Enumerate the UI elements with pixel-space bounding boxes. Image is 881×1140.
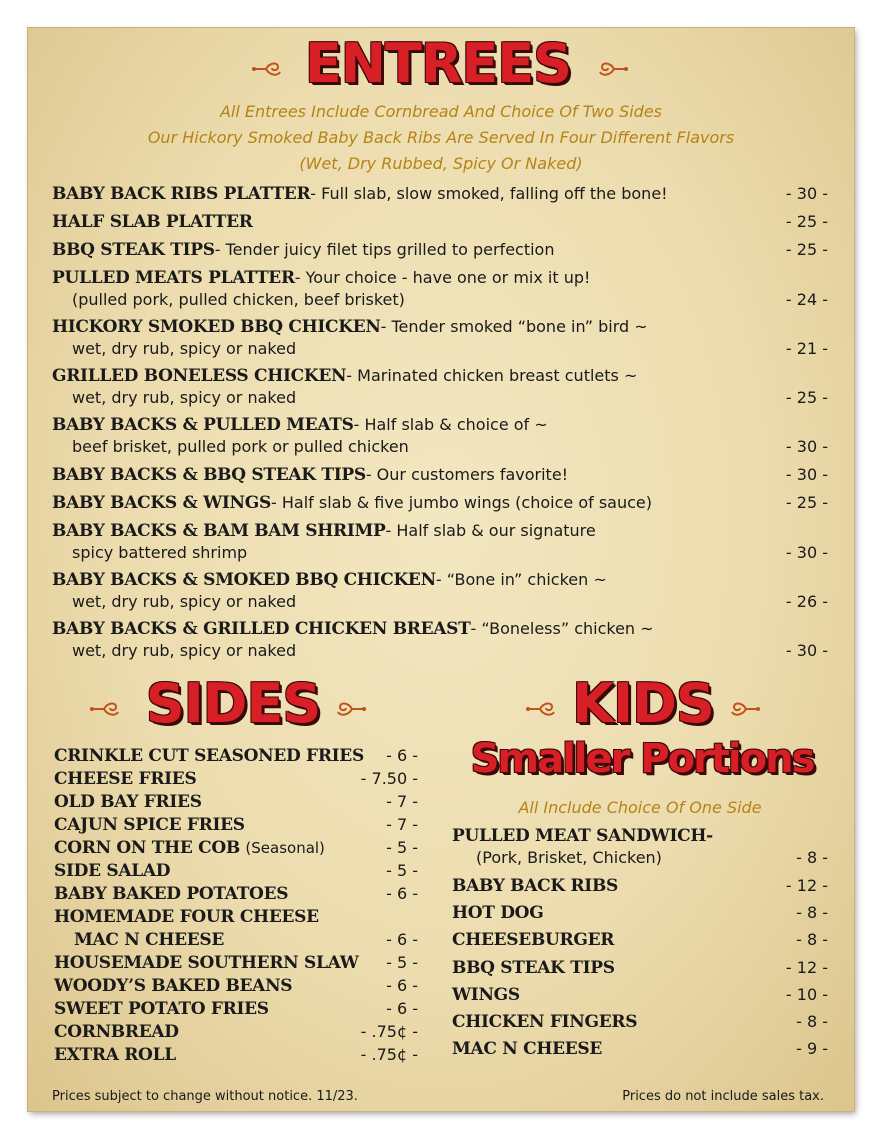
side-price: - 7 - bbox=[386, 792, 418, 811]
kids-item bbox=[452, 903, 828, 923]
kids-item bbox=[452, 876, 828, 896]
kids-note: All Include Choice Of One Side bbox=[518, 798, 762, 817]
side-name: CRINKLE CUT SEASONED FRIES bbox=[54, 746, 364, 766]
entree-name: BABY BACKS & PULLED MEATS bbox=[52, 415, 354, 435]
entree-desc-line2: wet, dry rub, spicy or naked bbox=[72, 388, 297, 407]
kids-name: BBQ STEAK TIPS bbox=[452, 958, 615, 978]
ornament-right-icon bbox=[726, 698, 762, 720]
side-price: - 6 - bbox=[386, 884, 418, 903]
kids-title: KIDS bbox=[572, 672, 714, 735]
side-name: CHEESE FRIES bbox=[54, 769, 197, 789]
side-item bbox=[54, 1022, 418, 1042]
entree-price: - 25 - bbox=[785, 240, 828, 259]
side-price: - 5 - bbox=[386, 838, 418, 857]
kids-price: - 10 - bbox=[785, 985, 828, 1004]
entree-price: - 25 - bbox=[785, 388, 828, 407]
side-price: - 6 - bbox=[386, 930, 418, 949]
side-price: - .75¢ - bbox=[360, 1045, 418, 1064]
kids-item bbox=[452, 958, 828, 978]
entree-desc: - Half slab & five jumbo wings (choice of sauce) bbox=[271, 493, 652, 512]
side-name: EXTRA ROLL bbox=[54, 1045, 176, 1065]
kids-price: - 8 - bbox=[796, 848, 828, 867]
kids-item bbox=[452, 826, 828, 867]
ornament-right-icon bbox=[594, 58, 630, 80]
side-name: SWEET POTATO FRIES bbox=[54, 999, 269, 1019]
side-item bbox=[54, 815, 418, 835]
side-item bbox=[54, 907, 418, 927]
side-item bbox=[54, 953, 418, 973]
entree-name: GRILLED BONELESS CHICKEN bbox=[52, 366, 347, 386]
ornament-left-icon bbox=[250, 58, 286, 80]
entree-desc-line2: wet, dry rub, spicy or naked bbox=[72, 592, 297, 611]
entree-desc-line2: spicy battered shrimp bbox=[72, 543, 248, 562]
side-price: - 5 - bbox=[386, 953, 418, 972]
kids-name: CHEESEBURGER bbox=[452, 930, 615, 950]
entree-name: BABY BACK RIBS PLATTER bbox=[52, 184, 311, 204]
entree-name: BABY BACKS & GRILLED CHICKEN BREAST bbox=[52, 619, 471, 639]
side-item bbox=[54, 930, 418, 950]
entree-name: BBQ STEAK TIPS bbox=[52, 240, 215, 260]
kids-sub: (Pork, Brisket, Chicken) bbox=[476, 848, 662, 867]
entree-item bbox=[52, 240, 828, 260]
entree-price: - 26 - bbox=[785, 592, 828, 611]
side-name: MAC N CHEESE bbox=[74, 930, 225, 950]
side-item bbox=[54, 746, 418, 766]
side-name: BABY BAKED POTATOES bbox=[54, 884, 289, 904]
side-name: SIDE SALAD bbox=[54, 861, 171, 881]
kids-price: - 8 - bbox=[796, 930, 828, 949]
entree-price: - 25 - bbox=[785, 212, 828, 231]
side-price: - 6 - bbox=[386, 746, 418, 765]
side-name: CORN ON THE COB bbox=[54, 838, 240, 858]
entrees-subtitle-2: Our Hickory Smoked Baby Back Ribs Are Served In Four Different Flavors bbox=[147, 128, 735, 147]
entree-price: - 30 - bbox=[785, 437, 828, 456]
kids-name: HOT DOG bbox=[452, 903, 544, 923]
entrees-subtitle-3: (Wet, Dry Rubbed, Spicy Or Naked) bbox=[299, 154, 583, 173]
entree-desc: - Full slab, slow smoked, falling off the bone! bbox=[310, 184, 668, 203]
entree-item bbox=[52, 521, 828, 562]
side-price: - 6 - bbox=[386, 976, 418, 995]
kids-name: CHICKEN FINGERS bbox=[452, 1012, 638, 1032]
entree-name: BABY BACKS & WINGS bbox=[52, 493, 271, 513]
entree-item bbox=[52, 570, 828, 611]
entree-desc-line2: beef brisket, pulled pork or pulled chicken bbox=[72, 437, 409, 456]
entree-item bbox=[52, 268, 828, 309]
side-price: - 7 - bbox=[386, 815, 418, 834]
kids-item bbox=[452, 1012, 828, 1032]
side-name: CORNBREAD bbox=[54, 1022, 179, 1042]
entree-price: - 25 - bbox=[785, 493, 828, 512]
side-name: WOODY’S BAKED BEANS bbox=[54, 976, 293, 996]
entree-name: HALF SLAB PLATTER bbox=[52, 212, 253, 232]
kids-name: PULLED MEAT SANDWICH- bbox=[452, 826, 713, 846]
side-name: OLD BAY FRIES bbox=[54, 792, 202, 812]
ornament-right-icon bbox=[332, 698, 368, 720]
sides-title: SIDES bbox=[145, 672, 321, 735]
side-item bbox=[54, 769, 418, 789]
ornament-left-icon bbox=[524, 698, 560, 720]
entree-desc: - Half slab & choice of ~ bbox=[353, 415, 548, 434]
entree-item bbox=[52, 619, 828, 660]
kids-name: MAC N CHEESE bbox=[452, 1039, 603, 1059]
entree-desc: - “Bone in” chicken ~ bbox=[435, 570, 607, 589]
entree-name: HICKORY SMOKED BBQ CHICKEN bbox=[52, 317, 381, 337]
entree-name: BABY BACKS & SMOKED BBQ CHICKEN bbox=[52, 570, 436, 590]
entree-price: - 30 - bbox=[785, 543, 828, 562]
entree-item bbox=[52, 493, 828, 513]
entree-desc: - Tender juicy filet tips grilled to perfection bbox=[214, 240, 555, 259]
side-item bbox=[54, 1045, 418, 1065]
entree-desc: - “Boneless” chicken ~ bbox=[470, 619, 654, 638]
entrees-subtitle-1: All Entrees Include Cornbread And Choice Of Two Sides bbox=[219, 102, 663, 121]
entree-price: - 21 - bbox=[785, 339, 828, 358]
side-item bbox=[54, 838, 418, 858]
side-item bbox=[54, 861, 418, 881]
entree-desc-line2: wet, dry rub, spicy or naked bbox=[72, 641, 297, 660]
side-note: (Seasonal) bbox=[245, 839, 325, 857]
entree-name: PULLED MEATS PLATTER bbox=[52, 268, 295, 288]
entree-desc: - Tender smoked “bone in” bird ~ bbox=[380, 317, 648, 336]
side-item bbox=[54, 999, 418, 1019]
kids-price: - 8 - bbox=[796, 903, 828, 922]
kids-name: BABY BACK RIBS bbox=[452, 876, 618, 896]
kids-price: - 12 - bbox=[785, 876, 828, 895]
entree-item bbox=[52, 465, 828, 485]
menu-page bbox=[28, 28, 854, 1111]
side-price: - 5 - bbox=[386, 861, 418, 880]
footer-left-note: Prices subject to change without notice. 11/23. bbox=[52, 1089, 358, 1104]
kids-subtitle-heading: Smaller Portions bbox=[470, 736, 814, 782]
side-price: - .75¢ - bbox=[360, 1022, 418, 1041]
entree-name: BABY BACKS & BAM BAM SHRIMP bbox=[52, 521, 386, 541]
entree-desc: - Our customers favorite! bbox=[365, 465, 569, 484]
entree-price: - 30 - bbox=[785, 641, 828, 660]
entree-desc: - Your choice - have one or mix it up! bbox=[294, 268, 591, 287]
footer-right-note: Prices do not include sales tax. bbox=[622, 1089, 824, 1104]
kids-item bbox=[452, 1039, 828, 1059]
side-price: - 6 - bbox=[386, 999, 418, 1018]
entree-desc: - Half slab & our signature bbox=[385, 521, 596, 540]
entree-desc: - Marinated chicken breast cutlets ~ bbox=[346, 366, 638, 385]
kids-price: - 8 - bbox=[796, 1012, 828, 1031]
entree-desc-line2: wet, dry rub, spicy or naked bbox=[72, 339, 297, 358]
side-item bbox=[54, 792, 418, 812]
side-name: CAJUN SPICE FRIES bbox=[54, 815, 245, 835]
side-item bbox=[54, 976, 418, 996]
ornament-left-icon bbox=[88, 698, 124, 720]
side-name: HOMEMADE FOUR CHEESE bbox=[54, 907, 319, 927]
side-price: - 7.50 - bbox=[360, 769, 418, 788]
entree-item bbox=[52, 212, 828, 232]
kids-price: - 9 - bbox=[796, 1039, 828, 1058]
kids-name: WINGS bbox=[452, 985, 520, 1005]
entree-desc-line2: (pulled pork, pulled chicken, beef brisket) bbox=[72, 290, 405, 309]
entree-price: - 30 - bbox=[785, 465, 828, 484]
kids-item bbox=[452, 930, 828, 950]
entree-price: - 24 - bbox=[785, 290, 828, 309]
kids-item bbox=[452, 985, 828, 1005]
entree-price: - 30 - bbox=[785, 184, 828, 203]
entree-item bbox=[52, 317, 828, 358]
entree-item bbox=[52, 366, 828, 407]
side-name: HOUSEMADE SOUTHERN SLAW bbox=[54, 953, 359, 973]
entree-item bbox=[52, 184, 828, 204]
side-item bbox=[54, 884, 418, 904]
entree-name: BABY BACKS & BBQ STEAK TIPS bbox=[52, 465, 366, 485]
entrees-title: ENTREES bbox=[304, 32, 572, 95]
kids-price: - 12 - bbox=[785, 958, 828, 977]
entree-item bbox=[52, 415, 828, 456]
